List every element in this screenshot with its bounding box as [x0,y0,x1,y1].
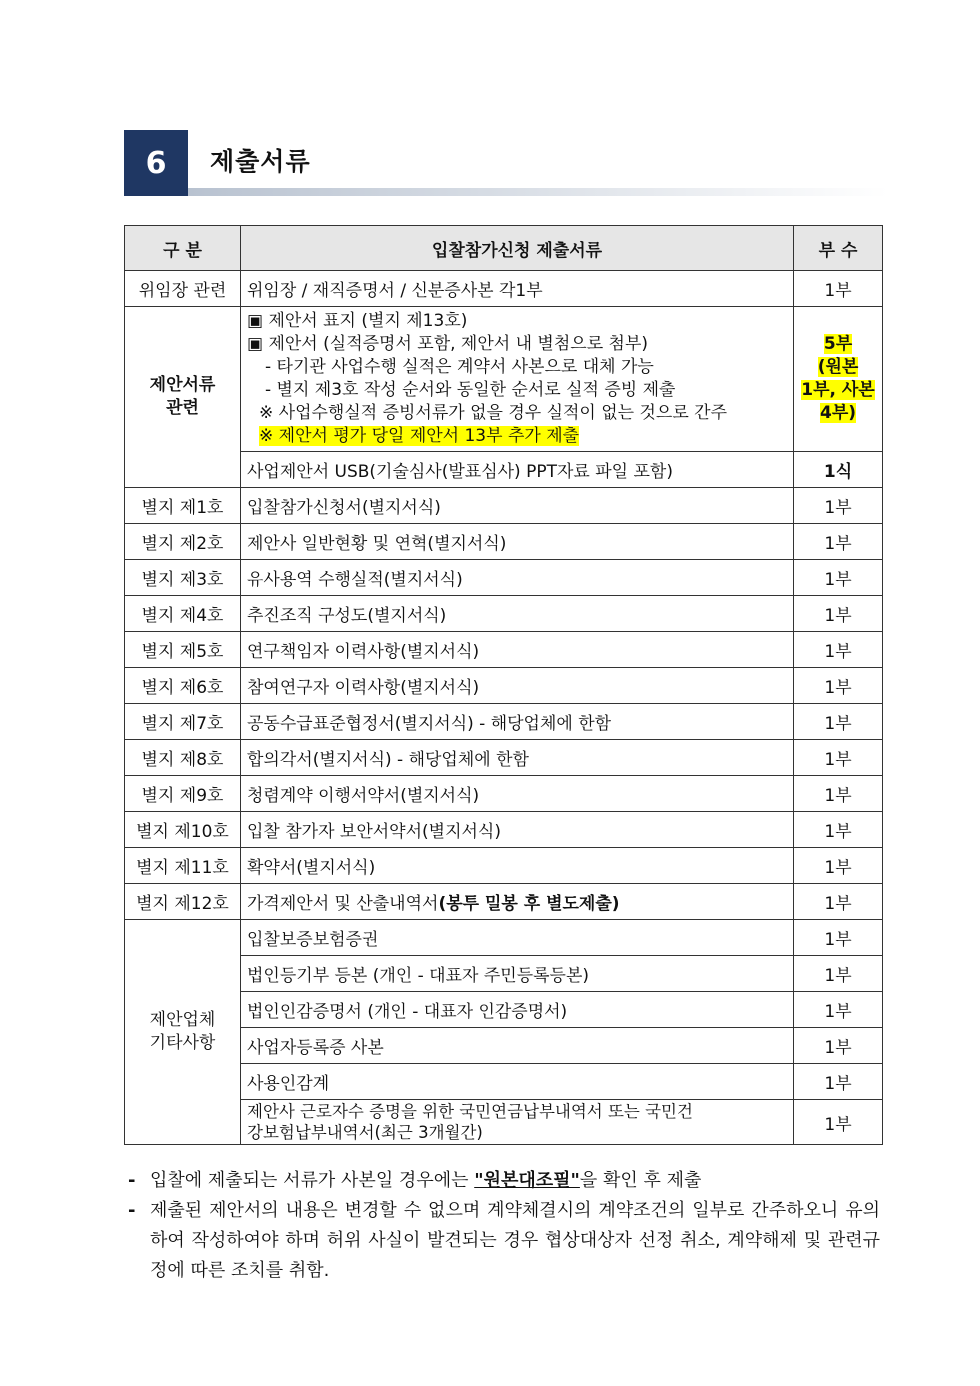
forms-rows [125,488,883,884]
usb-docs: 사업제안서 USB(기술심사(발표심사) PPT자료 파일 포함) [241,452,794,488]
row-docs: 유사용역 수행실적(별지서식) [241,560,794,596]
usb-count: 1식 [794,452,883,488]
row-count: 1부 [794,560,883,596]
row-category: 별지 제10호 [125,812,241,848]
row-docs: 공동수급표준협정서(별지서식) - 해당업체에 한함 [241,704,794,740]
row-count: 1부 [794,1028,883,1064]
row-docs: 추진조직 구성도(별지서식) [241,596,794,632]
row-count: 1부 [794,1064,883,1100]
row-category: 별지 제11호 [125,848,241,884]
row-count: 1부 [794,776,883,812]
row-docs: 법인인감증명서 (개인 - 대표자 인감증명서) [241,992,794,1028]
table-row [125,740,883,776]
proposal-count: 5부 (원본 1부, 사본 4부) [794,307,883,452]
row-count: 1부 [794,488,883,524]
row-count: 1부 [794,632,883,668]
row-category: 별지 제9호 [125,776,241,812]
row-category: 별지 제1호 [125,488,241,524]
row-category: 별지 제8호 [125,740,241,776]
row-docs: 제안사 근로자수 증명을 위한 국민연금납부내역서 또는 국민건 강보험납부내역서(최근 3개월간) [241,1100,794,1145]
table-header-row [125,226,883,271]
header-docs: 입찰참가신청 제출서류 [241,226,794,271]
row-docs: 사업자등록증 사본 [241,1028,794,1064]
section-header [124,130,884,196]
notes [128,1166,880,1286]
table-row [125,596,883,632]
row-docs: 가격제안서 및 산출내역서(봉투 밀봉 후 별도제출) [241,884,794,920]
row-count: 1부 [794,271,883,307]
header-category: 구 분 [125,226,241,271]
row-count: 1부 [794,920,883,956]
row-count: 1부 [794,884,883,920]
note-item: - 제출된 제안서의 내용은 변경할 수 없으며 계약체결시의 계약조건의 일부로 간주하오니 유의하여 작성하여야 하며 허위 사실이 발견되는 경우 협상대상자 선정 취소, 계약해제 및 관련규정에 따른 조치를 취함. [128,1196,880,1286]
row-count: 1부 [794,812,883,848]
proposal-category: 제안서류 관련 [125,307,241,488]
table-row [125,271,883,307]
row-docs: 연구책임자 이력사항(별지서식) [241,632,794,668]
original-copy-emphasis: "원본대조필" [474,1170,580,1191]
section-divider [188,188,888,196]
section-number: 6 [124,130,188,196]
row-category: 별지 제3호 [125,560,241,596]
other-category: 제안업체 기타사항 [125,920,241,1145]
table-row [125,668,883,704]
highlight-note: ※ 제안서 평가 당일 제안서 13부 추가 제출 [259,426,580,446]
row-docs: 입찰 참가자 보안서약서(별지서식) [241,812,794,848]
table-row [125,704,883,740]
row-docs: 입찰참가신청서(별지서식) [241,488,794,524]
documents-table [124,225,883,1145]
table-row-form12 [125,884,883,920]
row-count: 1부 [794,740,883,776]
row-category: 별지 제5호 [125,632,241,668]
row-count: 1부 [794,848,883,884]
row-count: 1부 [794,596,883,632]
row-docs: 참여연구자 이력사항(별지서식) [241,668,794,704]
row-category: 위임장 관련 [125,271,241,307]
row-count: 1부 [794,524,883,560]
row-docs: 법인등기부 등본 (개인 - 대표자 주민등록등본) [241,956,794,992]
table-row [125,812,883,848]
note-dash: - [128,1200,136,1221]
row-category: 별지 제12호 [125,884,241,920]
table-row [125,524,883,560]
row-count: 1부 [794,668,883,704]
row-count: 1부 [794,704,883,740]
table-row-other [125,920,883,956]
section-title: 제출서류 [210,147,311,176]
note-dash: - [128,1170,136,1191]
table-row-proposal [125,307,883,452]
row-category: 별지 제6호 [125,668,241,704]
table-row [125,776,883,812]
table-row [125,560,883,596]
proposal-docs: ▣ 제안서 표지 (별지 제13호) ▣ 제안서 (실적증명서 포함, 제안서 내 별첨으로 첨부) - 타기관 사업수행 실적은 계약서 사본으로 대체 가능 - 별지 제3호 작성 순서와 동일한 순서로 실적 증빙 제출 ※ 사업수행실적 증빙서류가 없을 경우 실적이 없는 것으로 간주 ※ 제안서 평가 당일 제안서 13부 추가 제출 [241,307,794,452]
row-count: 1부 [794,1100,883,1145]
row-category: 별지 제7호 [125,704,241,740]
row-docs: 입찰보증보험증권 [241,920,794,956]
table-row [125,632,883,668]
row-docs: 확약서(별지서식) [241,848,794,884]
row-count: 1부 [794,992,883,1028]
row-category: 별지 제4호 [125,596,241,632]
row-count: 1부 [794,956,883,992]
table-row [125,488,883,524]
row-docs: 위임장 / 재직증명서 / 신분증사본 각1부 [241,271,794,307]
table-row [125,848,883,884]
row-docs: 제안사 일반현황 및 연혁(별지서식) [241,524,794,560]
note-item: - 입찰에 제출되는 서류가 사본일 경우에는 "원본대조필"을 확인 후 제출 [128,1166,880,1196]
row-category: 별지 제2호 [125,524,241,560]
row-docs: 청렴계약 이행서약서(별지서식) [241,776,794,812]
row-docs: 사용인감계 [241,1064,794,1100]
header-count: 부 수 [794,226,883,271]
row-docs: 합의각서(별지서식) - 해당업체에 한함 [241,740,794,776]
